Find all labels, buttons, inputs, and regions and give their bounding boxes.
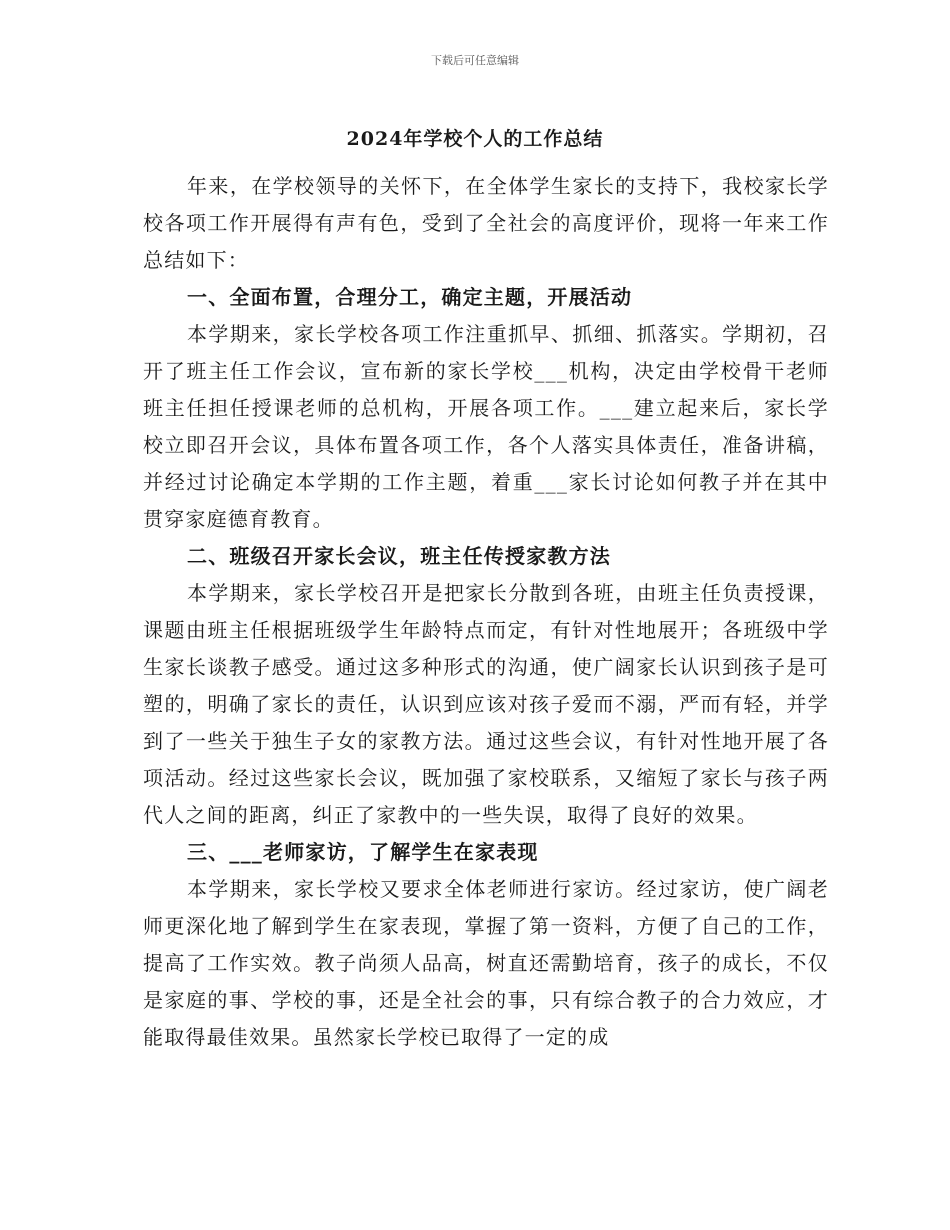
section-heading-2: 二、班级召开家长会议，班主任传授家教方法: [187, 544, 611, 568]
document-body: [143, 168, 829, 1056]
intro-paragraph: 年来，在学校领导的关怀下，在全体学生家长的支持下，我校家长学校各项工作开展得有声有色，受到了全社会的高度评价，现将一年来工作总结如下：: [143, 174, 829, 272]
section-body-2: 本学期来，家长学校召开是把家长分散到各班，由班主任负责授课，课题由班主任根据班级学生年龄特点而定，有针对性地展开；各班级中学生家长谈教子感受。通过这多种形式的沟通，使广阔家长认识到孩子是可塑的，明确了家长的责任，认识到应该对孩子爱而不溺，严而有轻，并学到了一些关于独生子女的家教方法。通过这些会议，有针对性地开展了各项活动。经过这些家长会议，既加强了家校联系，又缩短了家长与孩子两代人之间的距离，纠正了家教中的一些失误，取得了良好的效果。: [143, 581, 829, 827]
section-heading-1: 一、全面布置，合理分工，确定主题，开展活动: [187, 285, 633, 309]
section-heading-3: 三、___老师家访，了解学生在家表现: [187, 840, 539, 864]
section-body-1: 本学期来，家长学校各项工作注重抓早、抓细、抓落实。学期初，召开了班主任工作会议，宣布新的家长学校___机构，决定由学校骨干老师班主任担任授课老师的总机构，开展各项工作。___建立起来后，家长学校立即召开会议，具体布置各项工作，各个人落实具体责任，准备讲稿，并经过讨论确定本学期的工作主题，着重___家长讨论如何教子并在其中贯穿家庭德育教育。: [143, 322, 829, 531]
section-body-3: 本学期来，家长学校又要求全体老师进行家访。经过家访，使广阔老师更深化地了解到学生在家表现，掌握了第一资料，方便了自己的工作，提高了工作实效。教子尚须人品高，树直还需勤培育，孩子的成长，不仅是家庭的事、学校的事，还是全社会的事，只有综合教子的合力效应，才能取得最佳效果。虽然家长学校已取得了一定的成: [143, 877, 829, 1049]
page-header-note: 下载后可任意编辑: [431, 54, 519, 67]
document-title: 2024年学校个人的工作总结: [346, 128, 604, 150]
